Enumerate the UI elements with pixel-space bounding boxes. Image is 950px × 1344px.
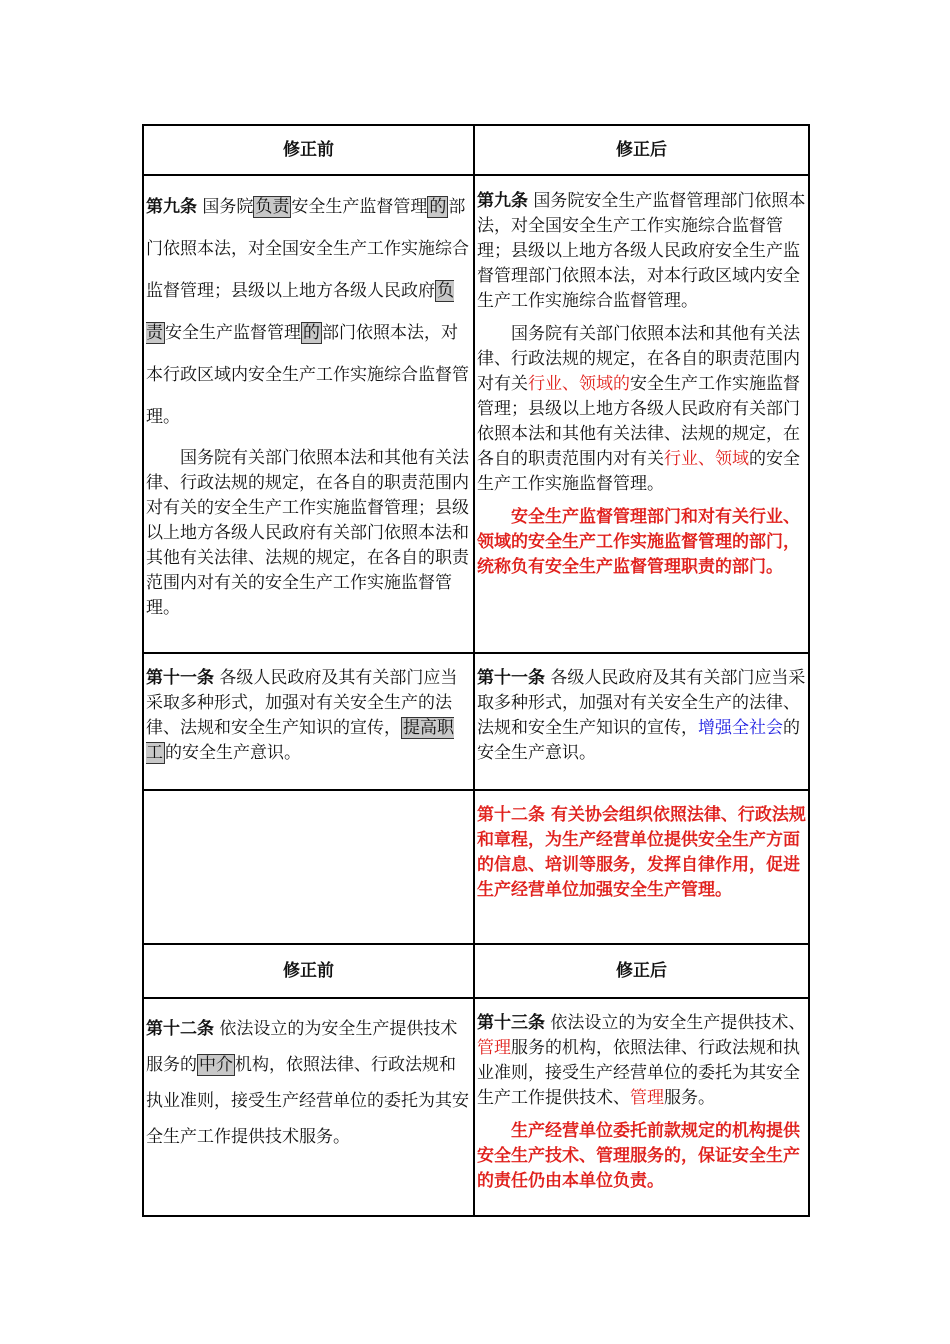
article-11-before-para (146, 666, 471, 766)
article-13-after-para1 (477, 1011, 806, 1111)
table-header-row (143, 125, 809, 175)
text-run: 依法设立的为安全生产提供技术、 (545, 1013, 806, 1033)
column-header-before: 修正前 (143, 125, 474, 175)
article-number: 第十二条 (146, 1019, 214, 1039)
article-9-before-para2: 国务院有关部门依照本法和其他有关法律、行政法规的规定，在各自的职责范围内对有关的安全生产工作实施监督管理；县级以上地方各级人民政府有关部门依照本法和其他有关法律、法规的规定，在各自的职责范围内对有关的安全生产工作实施监督管理。 (146, 448, 469, 618)
highlighted-deletion: 负责 (255, 197, 290, 217)
text-run: 的安全生产工作实施监督管理。 (477, 449, 800, 494)
text-run: 安全生产监督管理 (165, 323, 301, 343)
text-run: 各级人民政府及其有关部门应当采取多种形式，加强对有关安全生产的法律、法规和安全生产知识的宣传， (146, 668, 458, 738)
article-12-before-para (146, 1011, 471, 1155)
article-12-before (143, 998, 474, 1216)
article-11-after (474, 653, 809, 790)
text-run: 各级人民政府及其有关部门应当采取多种形式，加强对有关安全生产的法律、法规和安全生产知识的宣传， (477, 668, 806, 738)
text-run: 机构，依照法律、行政法规和执业准则，接受生产经营单位的委托为其安全生产工作提供技术服务。 (146, 1055, 469, 1147)
article-9-row (143, 175, 809, 653)
article-11-before (143, 653, 474, 790)
article-number: 第十三条 (477, 1013, 545, 1033)
empty-before-cell (143, 790, 474, 944)
text-run: 的安全生产意识。 (477, 718, 800, 763)
changed-text: 增强全社会 (698, 718, 783, 738)
article-9-after-para3: 安全生产监督管理部门和对有关行业、领域的安全生产工作实施监督管理的部门，统称负有安全生产监督管理职责的部门。 (477, 507, 800, 577)
text-run: 国务院安全生产监督管理部门依照本法，对全国安全生产工作实施综合监督管理；县级以上地方各级人民政府安全生产监督管理部门依照本法，对本行政区域内安全生产工作实施综合监督管理。 (477, 191, 806, 311)
text-run: 国务院有关部门依照本法和其他有关法律、行政法规的规定，在各自的职责范围内对有关 (477, 324, 800, 394)
article-12-row (143, 998, 809, 1216)
article-9-after-para2 (477, 322, 806, 497)
article-12-new-after (474, 790, 809, 944)
text-run: 服务。 (664, 1088, 715, 1108)
article-number: 第十一条 (477, 668, 545, 688)
amendment-comparison-table (142, 124, 810, 1217)
text-run: 的安全生产意识。 (165, 743, 301, 763)
text-run: 国务院 (197, 197, 254, 217)
text-run: 部门依照本法，对全国安全生产工作实施综合监督管理；县级以上地方各级人民政府 (146, 197, 469, 301)
added-text: 行业、领域 (664, 449, 749, 469)
article-9-before (143, 175, 474, 653)
article-9-after-para1 (477, 189, 806, 314)
article-9-before-para1 (146, 186, 471, 438)
text-run: 安全生产工作实施监督管理；县级以上地方各级人民政府有关部门依照本法和其他有关法律、法规的规定，在各自的职责范围内对有关 (477, 374, 800, 469)
added-text: 管理 (630, 1088, 664, 1108)
article-9-after (474, 175, 809, 653)
column-header-after: 修正后 (474, 125, 809, 175)
article-13-after-para2: 生产经营单位委托前款规定的机构提供安全生产技术、管理服务的，保证安全生产的责任仍由本单位负责。 (477, 1121, 800, 1191)
text-run: 部门依照本法，对本行政区域内安全生产工作实施综合监督管理。 (146, 323, 469, 427)
article-12-new-text: 第十二条 有关协会组织依照法律、行政法规和章程，为生产经营单位提供安全生产方面的信息、培训等服务，发挥自律作用，促进生产经营单位加强安全生产管理。 (477, 805, 806, 900)
article-number: 第九条 (146, 197, 197, 217)
text-run: 服务的机构，依照法律、行政法规和执业准则，接受生产经营单位的委托为其安全生产工作提供技术、 (477, 1038, 800, 1108)
highlighted-deletion: 负责 (146, 281, 454, 343)
added-text: 行业、领域的 (528, 374, 630, 394)
highlighted-deletion: 的 (429, 197, 447, 217)
article-number: 第九条 (477, 191, 528, 211)
article-number: 第十一条 (146, 668, 214, 688)
highlighted-deletion: 提高职工 (146, 718, 454, 763)
article-12-new-row (143, 790, 809, 944)
added-text: 管理 (477, 1038, 511, 1058)
article-11-row (143, 653, 809, 790)
text-run: 依法设立的为安全生产提供技术服务的 (146, 1019, 458, 1075)
column-header-after-2: 修正后 (474, 944, 809, 998)
column-header-before-2: 修正前 (143, 944, 474, 998)
highlighted-deletion: 中介 (199, 1055, 233, 1075)
highlighted-deletion: 的 (303, 323, 320, 343)
text-run: 安全生产监督管理 (291, 197, 428, 217)
article-13-after (474, 998, 809, 1216)
table-header-row-2 (143, 944, 809, 998)
article-11-after-para (477, 666, 806, 766)
